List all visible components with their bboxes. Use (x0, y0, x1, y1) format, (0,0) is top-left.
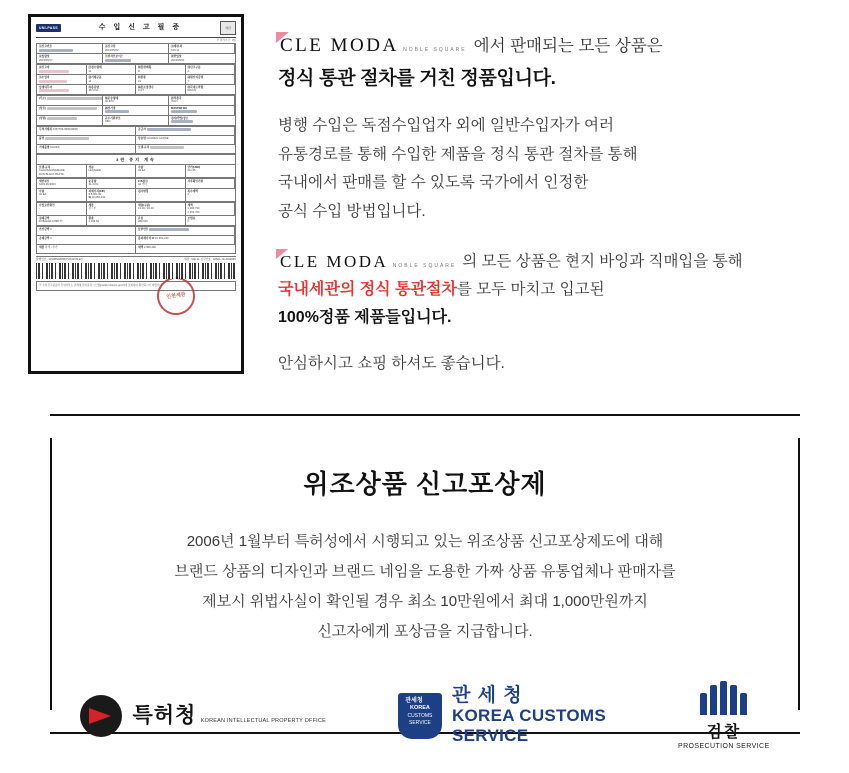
table-cell: 사후확인기관 - (186, 179, 236, 189)
table-cell: 상표명 GOLDEN GOOSE (136, 136, 235, 145)
table-cell: 과세가격(CIF) $ 8,901.90 ₩ 10,652,240 (87, 189, 137, 202)
table-cell: ④신고자 (37, 65, 87, 75)
panel-body-line: 2006년 1월부터 특허성에서 시행되고 있는 위조상품 신고포상제도에 대해 (186, 533, 664, 550)
table-cell: ⑪신고구분 A (186, 65, 236, 75)
table-cell: 세액 1,384,790 1,203,700 (186, 203, 236, 216)
table-cell: ⑤수입자 (37, 75, 87, 85)
emphasis-red-text: 국내세관의 정식 통관절차 (278, 280, 457, 298)
panel-body-line: 브랜드 상품의 디자인과 브랜드 네임을 도용한 가짜 상품 유통업체나 판매자를 (174, 563, 676, 580)
customs-text (452, 685, 606, 747)
table-cell: ②신고일 2019/05/22 (103, 44, 169, 54)
authenticity-copy (274, 14, 849, 374)
table-cell: ⑦전자인보이스 (103, 54, 169, 64)
table-cell: 순중량 31.4 KG (87, 179, 137, 189)
barcode (36, 263, 236, 279)
panel-title: 위조상품 신고포상제 (303, 469, 547, 499)
declaration-table-3 (36, 95, 236, 126)
panel-body-line: 제보시 위법사실이 확인될 경우 최소 10만원에서 최대 1,000만원까지 (202, 593, 648, 610)
table-cell: 단가(USD) 211.95 (186, 165, 236, 178)
table-cell: ⑯총포장갯수 3 GT (136, 85, 186, 95)
customs-name-en1: KOREA CUSTOMS (451, 706, 607, 726)
table-cell: 거래품명 SHOES (37, 145, 136, 154)
table-cell: 운수기관부호 ABC (103, 116, 169, 126)
table-cell: ⑮총중량 38.4 KG (87, 85, 137, 95)
authenticity-headline: 정식 통관 절차를 거친 정품입니다. (278, 68, 556, 89)
table-cell: 모델.규격 (136, 145, 235, 154)
kipo-name-kr: 특허청 (132, 703, 197, 727)
table-cell: 보험료 0 (186, 216, 236, 226)
table-cell: 검사(반입)장소 (169, 116, 235, 126)
table-cell: 세종 관세 / 부가 (37, 245, 136, 254)
table-cell: 결제금액 FOB-EUR-9,898.77 (37, 216, 87, 226)
table-cell: 검사변경 - (136, 189, 186, 202)
paragraph-line: 병행 수입은 독점수입업자 외에 일반수입자가 여러 (278, 117, 614, 134)
document-meta-right: ※ 처리기간 : 3일 (216, 39, 236, 42)
table-cell: ⑧반입일 2019/05/21 (169, 54, 235, 64)
table-cell: ⑫거래구분 11 (87, 75, 137, 85)
brand-triangle-icon (276, 249, 288, 259)
table-cell: C/S검사 42 기타 (136, 179, 186, 189)
customs-name-kr: 관 세 청 (451, 684, 523, 706)
table-cell: 환율 1,196.52 (87, 216, 137, 226)
brand-logo-secondary (278, 252, 456, 272)
document-title: 수 입 신 고 필 증 (98, 23, 183, 31)
table-cell: 가산금액 0 (37, 227, 136, 236)
customs-seal-box: 세관 (220, 21, 236, 35)
table-cell: 세번부호 6403.99-9000 (37, 179, 87, 189)
kipo-name-en: KOREAN INTELLECTUAL PROPERTY OFFICE (200, 717, 326, 724)
declaration-table-5 (36, 164, 236, 178)
brand-line-1-text: 에서 판매되는 모든 상품은 (473, 37, 663, 55)
table-cell: 수입요건확인 - (37, 203, 87, 216)
import-declaration-document (28, 14, 244, 374)
paragraph-line: 국내에서 판매를 할 수 있도록 국가에서 인정한 (278, 174, 589, 192)
korea-customs-logo (398, 685, 606, 747)
import-declaration-image (28, 14, 274, 374)
document-bottom-note: ※ 수입신고필증의 진위여부는 관세청 전자통관시스템(portal.customs.go.kr)에 조회하여 확인하시기 바랍니다. (36, 281, 236, 291)
section-heading: 3란 증지 계속 (36, 154, 236, 164)
prosecution-name-kr: 검찰 (706, 724, 742, 741)
declaration-table-4 (36, 126, 236, 154)
unipass-logo: UNI-PASS (36, 24, 61, 32)
customs-mark-en1: KOREA (410, 705, 430, 711)
panel-body (50, 527, 800, 647)
table-cell: 무역거래처 0457769-0900(0846) (37, 127, 136, 136)
parallel-import-paragraph (278, 112, 829, 227)
table-cell: ⑰국내도착항 KRICN (186, 85, 236, 95)
table-cell: 총과세가격 ₩ 10,652,240 (136, 236, 235, 245)
table-cell: 공급자 (136, 127, 235, 136)
table-cell: 세액 2,588,490 (136, 245, 235, 254)
table-cell: 수량 42 EA (136, 165, 186, 178)
table-cell: ⑭원산지증명 Y (186, 75, 236, 85)
paragraph-line: 공식 수입 방법입니다. (278, 203, 426, 221)
top-section (0, 0, 849, 374)
table-cell: ⑩통관계획 D (136, 65, 186, 75)
table-cell: 세종 관 / 부 (87, 203, 137, 216)
table-cell: 수량 42 EA (37, 189, 87, 202)
table-cell: ⑥입항일 2019/05/17 (37, 54, 103, 64)
table-cell: 운임 289,915 (136, 216, 186, 226)
table-cell: ⑲적출국 ITALY (169, 96, 235, 106)
table-cell: 공제금액 0 (37, 236, 136, 245)
closing-text: 안심하시고 쇼핑 하셔도 좋습니다. (278, 355, 505, 373)
counterfeit-report-panel (50, 414, 800, 750)
table-cell: ⑱운송형태 40-ETC (103, 96, 169, 106)
table-cell: ①신고번호 (37, 44, 103, 54)
brand-line-2 (278, 249, 829, 272)
table-cell: (성명) (37, 116, 103, 126)
customs-round-stamp: 인천세관 (155, 275, 198, 318)
declaration-table-6 (36, 178, 236, 202)
panel-body-line: 신고자에게 포상금을 지급합니다. (317, 623, 533, 640)
brand-name: CLE MODA (280, 35, 399, 56)
footer-issue-number: 발행번호 : 20190540596(7)2019.05.22) (36, 257, 83, 261)
table-cell: 세율(구분) 13.00 / 10.00 (136, 203, 186, 216)
table-cell: ⑬종류 21 (136, 75, 186, 85)
brand-line-1 (278, 32, 829, 57)
table-cell: 모델.규격 CHAOS/HANDMADE RUN BLACK WHITE (37, 165, 87, 178)
brand-line-2-text: 의 모든 상품은 현지 바잉과 직매입을 통해 (462, 252, 743, 270)
table-cell: ⑳선기명 (103, 106, 169, 116)
footer-page: 세관 : 040-11 신고번호 : 42521-19-400299X (184, 257, 236, 261)
table-cell: (주소) (37, 96, 103, 106)
prosecution-emblem-icon (678, 681, 770, 715)
brand-subtitle: NOBLE SQUARE (403, 47, 467, 53)
customs-mark-en3: SERVICE (409, 720, 431, 726)
table-cell: 성분 LEATHER (87, 165, 137, 178)
emphasis-line-1 (278, 276, 829, 305)
brand-subtitle: NOBLE SQUARE (392, 262, 457, 269)
customs-mark-kr: 관세청 (405, 697, 423, 704)
declaration-table-8 (36, 226, 236, 254)
table-cell: 납부번호 (136, 227, 235, 236)
kipo-logo (80, 695, 326, 737)
declaration-table-7 (36, 202, 236, 226)
declaration-table-1 (36, 43, 236, 64)
kipo-emblem-icon (80, 695, 122, 737)
table-cell: 품명 (37, 136, 136, 145)
declaration-table-2 (36, 64, 236, 95)
kipo-text (132, 704, 326, 727)
table-cell: (상호) (37, 106, 103, 116)
customs-mark-en2: CUSTOMS (407, 712, 433, 719)
table-cell: 납세의무자 (37, 85, 87, 95)
document-footer (36, 256, 236, 261)
customs-name-en2: SERVICE (451, 726, 529, 746)
agency-logos (50, 681, 800, 750)
customs-shield-icon (398, 693, 442, 739)
table-cell: 특수세액 0 (186, 189, 236, 202)
brand-name: CLE MODA (280, 251, 389, 271)
prosecution-name-en: PROSECUTION SERVICE (678, 743, 770, 750)
document-header (36, 21, 236, 38)
table-cell: ⑨징수형태 11 (87, 65, 137, 75)
emphasis-line-2 (278, 304, 829, 333)
table-cell: ③세관.과 040-11 (169, 44, 235, 54)
emphasis-black-text: 100%정품 제품들입니다. (278, 309, 452, 327)
paragraph-line: 유통경로를 통해 수입한 제품을 정식 통관 절차를 통해 (278, 145, 638, 163)
prosecution-service-logo (678, 681, 770, 750)
table-cell: MASTER B/L (169, 106, 235, 116)
emphasis-tail-text: 를 모두 마치고 입고된 (456, 280, 605, 298)
brand-logo (278, 35, 467, 57)
